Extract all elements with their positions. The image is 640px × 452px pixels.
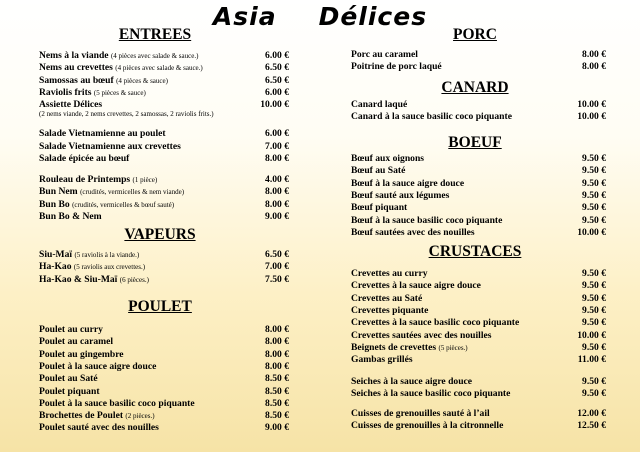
menu-item-name: Bœuf sauté aux légumes — [351, 189, 450, 201]
menu-item-name: Bœuf au Saté — [351, 165, 406, 177]
menu-item-name: Samossas au bœuf — [39, 74, 114, 86]
menu-item-price: 9.50 € — [582, 280, 606, 292]
menu-item-price: 8.50 € — [265, 373, 289, 385]
menu-item — [351, 408, 490, 420]
menu-item — [39, 361, 156, 373]
menu-item — [351, 215, 502, 227]
menu-item-price: 9.50 € — [582, 376, 606, 387]
menu-item-price: 9.00 € — [265, 422, 289, 434]
menu-item-note: (4 pièces & sauce) — [116, 76, 168, 85]
menu-item-note: (5 raviolis à la viande.) — [74, 251, 140, 259]
menu-item-name: Gambas grillés — [351, 354, 413, 366]
menu-item-price: 9.50 € — [582, 292, 606, 304]
menu-item-note: (1 pièce) — [132, 176, 158, 184]
menu-item-price: 9.50 € — [582, 214, 606, 226]
menu-item — [39, 249, 139, 261]
menu-item — [351, 376, 472, 388]
menu-item-name: Nems à la viande — [39, 50, 109, 61]
menu-item — [39, 261, 145, 273]
menu-item — [351, 202, 407, 214]
menu-item-name: Bun Bo — [39, 198, 70, 210]
menu-item-price: 9.00 € — [265, 210, 289, 222]
menu-item-price: 6.50 € — [265, 62, 289, 74]
menu-item-price: 8.50 € — [265, 397, 289, 409]
menu-item — [39, 398, 195, 410]
menu-item-name: Salade Vietnamienne au poulet — [39, 128, 166, 139]
menu-item — [351, 99, 407, 111]
menu-item-price: 8.00 € — [265, 348, 289, 360]
menu-item-price: 10.00 € — [577, 226, 606, 238]
menu-item-name: Ha-Kao — [39, 261, 72, 273]
menu-item — [351, 49, 418, 61]
menu-item-price: 6.00 € — [265, 50, 289, 61]
menu-item-price: 10.00 € — [577, 111, 606, 123]
menu-item — [351, 190, 449, 202]
menu-item-price: 9.50 € — [582, 268, 606, 279]
menu-item-name: Cuisses de grenouilles à la citronnelle — [351, 420, 504, 432]
menu-item-name: Nems au crevettes — [39, 62, 113, 74]
menu-item-note: (5 pièces.) — [438, 343, 468, 352]
menu-item-name: Poulet au gingembre — [39, 348, 124, 360]
menu-item — [39, 422, 159, 434]
menu-item — [39, 274, 149, 286]
menu-item — [39, 186, 184, 198]
section-heading: PORC — [453, 26, 497, 43]
menu-item-name: Raviolis frits — [39, 86, 92, 98]
menu-item-note: (crudités, vermicelles & bœuf sauté) — [72, 200, 175, 209]
menu-item-name: Brochettes de Poulet — [39, 410, 124, 422]
menu-item — [39, 386, 100, 398]
menu-item — [39, 324, 103, 336]
menu-item-note: (5 raviolis aux crevettes.) — [73, 263, 146, 272]
menu-item-price: 7.00 € — [265, 140, 289, 152]
menu-item-name: Crevettes au Saté — [351, 292, 423, 304]
menu-item — [351, 330, 492, 342]
menu-item-price: 8.00 € — [265, 324, 289, 335]
menu-item — [351, 61, 442, 73]
menu-item — [351, 227, 475, 239]
menu-item-name: Rouleau de Printemps — [39, 174, 131, 185]
menu-item — [39, 373, 98, 385]
menu-item-note: (5 pièces & sauce) — [93, 88, 146, 97]
menu-item-price: 12.50 € — [577, 420, 606, 432]
section-heading: CANARD — [441, 79, 509, 96]
menu-item-price: 9.50 € — [582, 317, 606, 329]
menu-item — [351, 165, 405, 177]
menu-item — [39, 410, 155, 422]
menu-item-price: 10.00 € — [260, 99, 289, 111]
assiette-detail: (2 nems viande, 2 nems crevettes, 2 samossas, 2 raviolis frits.) — [39, 110, 214, 118]
menu-item-name: Beignets de crevettes — [351, 341, 437, 353]
menu-item-price: 8.00 € — [265, 153, 289, 164]
menu-item-name: Poulet au curry — [39, 324, 103, 335]
section-heading: VAPEURS — [124, 226, 196, 243]
menu-item-name: Poitrine de porc laqué — [351, 61, 442, 73]
menu-item-note: (crudités, vermicelles & nem viande) — [80, 188, 185, 197]
menu-item — [351, 354, 413, 366]
menu-item-name: Poulet sauté avec des nouilles — [39, 422, 159, 434]
menu-item-price: 11.00 € — [577, 354, 606, 366]
menu-item — [39, 141, 181, 153]
menu-item-name: Poulet piquant — [39, 385, 100, 397]
menu-item-name: Poulet au caramel — [39, 336, 114, 348]
menu-item-price: 9.50 € — [582, 189, 606, 201]
menu-item-name: Cuisses de grenouilles sauté à l’ail — [351, 408, 490, 419]
section-heading: BOEUF — [448, 134, 502, 151]
menu-item-price: 6.50 € — [265, 249, 289, 260]
menu-item-name: Bun Nem — [39, 186, 78, 198]
menu-item — [39, 87, 146, 99]
menu-item-name: Poulet à la sauce basilic coco piquante — [39, 397, 195, 409]
menu-item — [351, 280, 481, 292]
menu-item-price: 6.00 € — [265, 86, 289, 98]
menu-item-price: 9.50 € — [582, 153, 606, 164]
menu-item-name: Bun Bo & Nem — [39, 210, 102, 222]
menu-item-name: Salade Vietnamienne aux crevettes — [39, 140, 181, 152]
menu-item — [351, 293, 422, 305]
menu-item — [351, 178, 464, 190]
menu-item-note: (6 pièces.) — [119, 275, 149, 284]
menu-item-price: 9.50 € — [582, 388, 606, 400]
menu-item — [39, 199, 174, 211]
menu-item — [351, 153, 424, 165]
menu-item — [351, 111, 512, 123]
menu-item-name: Bœuf aux oignons — [351, 153, 425, 164]
menu-item-name: Assiette Délices — [39, 99, 103, 111]
menu-item — [351, 342, 468, 354]
menu-item-name: Bœuf sautées avec des nouilles — [351, 226, 475, 238]
menu-item — [39, 174, 157, 186]
menu-item-price: 10.00 € — [577, 99, 606, 110]
menu-item-price: 8.50 € — [265, 410, 289, 422]
menu-item-price: 8.00 € — [265, 186, 289, 198]
menu-item-price: 9.50 € — [582, 202, 606, 214]
title-word-2: Délices — [318, 2, 428, 31]
section-heading: ENTREES — [118, 26, 192, 43]
menu-item-price: 4.00 € — [265, 174, 289, 185]
menu-item-price: 8.50 € — [265, 385, 289, 397]
menu-item — [39, 128, 166, 140]
menu-item — [39, 349, 124, 361]
menu-item-price: 6.50 € — [265, 74, 289, 86]
menu-item — [39, 211, 102, 223]
menu-item-name: Crevettes au curry — [351, 268, 428, 279]
menu-item — [351, 317, 519, 329]
section-heading: CRUSTACES — [428, 243, 522, 260]
menu-item-name: Canard laqué — [351, 99, 408, 110]
menu-item-price: 8.00 € — [582, 49, 606, 60]
menu-item-name: Poulet à la sauce aigre douce — [39, 360, 157, 372]
menu-item — [39, 153, 129, 165]
menu-item-price: 8.00 € — [265, 336, 289, 348]
menu-item-name: Crevettes piquante — [351, 304, 429, 316]
menu-item-name: Seiches à la sauce aigre douce — [351, 376, 473, 387]
menu-item-name: Crevettes à la sauce aigre douce — [351, 280, 481, 292]
menu-item-name: Crevettes à la sauce basilic coco piquante — [351, 317, 520, 329]
menu-item-price: 9.50 € — [582, 165, 606, 177]
menu-item-name: Porc au caramel — [351, 49, 418, 60]
menu-item-name: Crevettes sautées avec des nouilles — [351, 329, 492, 341]
menu-item-name: Seiches à la sauce basilic coco piquante — [351, 388, 511, 400]
menu-item-price: 7.00 € — [265, 261, 289, 273]
menu-item-name: Bœuf piquant — [351, 202, 408, 214]
menu-item-name: Siu-Maï — [39, 249, 73, 260]
menu-item-price: 8.00 € — [265, 198, 289, 210]
menu-item — [351, 268, 428, 280]
menu-item — [351, 420, 503, 432]
menu-item — [39, 75, 168, 87]
menu-item-price: 10.00 € — [577, 329, 606, 341]
menu-item-note: (4 pièces avec salade & sauce.) — [110, 52, 199, 60]
menu-item-name: Bœuf à la sauce basilic coco piquante — [351, 214, 503, 226]
menu-item — [39, 50, 198, 62]
menu-item-price: 9.50 € — [582, 304, 606, 316]
menu-item-price: 9.50 € — [582, 177, 606, 189]
menu-item-price: 12.00 € — [577, 408, 606, 419]
menu-item-note: (2 pièces.) — [125, 412, 155, 421]
section-heading: POULET — [128, 298, 192, 315]
menu-item-price: 6.00 € — [265, 128, 289, 139]
menu-item-price: 7.50 € — [265, 273, 289, 285]
menu-item-price: 9.50 € — [582, 341, 606, 353]
menu-item — [39, 336, 113, 348]
menu-item-price: 8.00 € — [265, 360, 289, 372]
menu-item — [39, 62, 203, 74]
menu-item-name: Bœuf à la sauce aigre douce — [351, 177, 465, 189]
menu-item-name: Canard à la sauce basilic coco piquante — [351, 111, 512, 123]
title-word-1: Asia — [212, 2, 277, 31]
menu-item-name: Poulet au Saté — [39, 373, 98, 385]
menu-item — [351, 388, 510, 400]
menu-item-name: Salade épicée au bœuf — [39, 153, 130, 164]
menu-item — [351, 305, 428, 317]
menu-item-note: (4 pièces avec salade & sauce.) — [115, 64, 203, 73]
menu-item-name: Ha-Kao & Siu-Maï — [39, 273, 118, 285]
menu-item-price: 8.00 € — [582, 61, 606, 73]
